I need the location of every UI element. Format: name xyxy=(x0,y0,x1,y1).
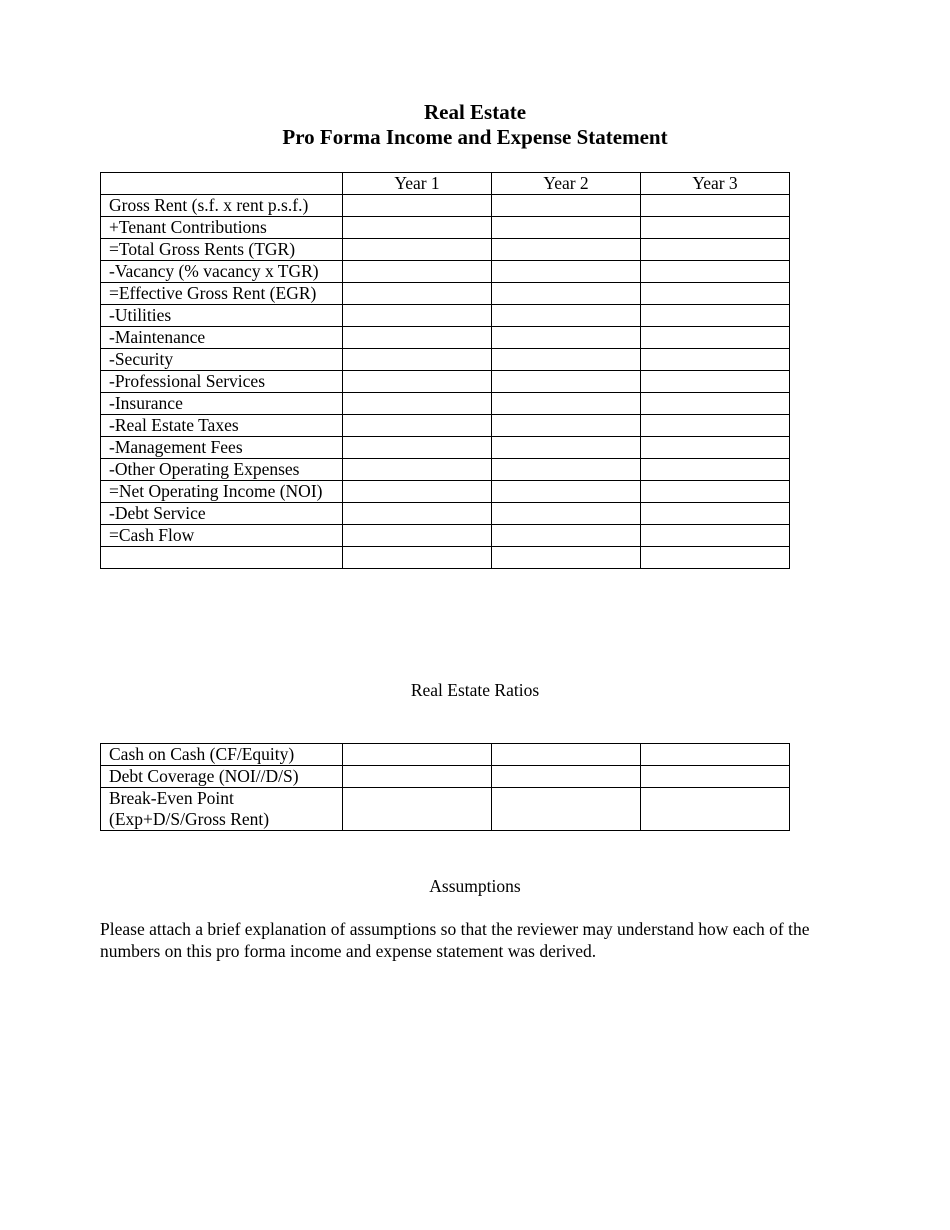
title-line-2: Pro Forma Income and Expense Statement xyxy=(282,125,668,149)
year-1-cell xyxy=(343,415,492,437)
table-row xyxy=(101,305,790,327)
year-3-cell xyxy=(641,503,790,525)
year-2-cell xyxy=(492,217,641,239)
ratios-heading: Real Estate Ratios xyxy=(410,680,540,700)
table-row xyxy=(101,481,790,503)
row-label: -Security xyxy=(101,349,343,371)
table-row xyxy=(101,327,790,349)
year-1-cell xyxy=(343,393,492,415)
table-row xyxy=(101,261,790,283)
ratio-row xyxy=(101,788,790,831)
year-2-cell xyxy=(492,547,641,569)
income-expense-table-body xyxy=(101,173,790,569)
header-cell-label xyxy=(101,173,343,195)
year-1-cell xyxy=(343,547,492,569)
row-label xyxy=(101,547,343,569)
year-3-cell xyxy=(641,547,790,569)
year-3-cell xyxy=(641,525,790,547)
row-label: -Debt Service xyxy=(101,503,343,525)
table-row xyxy=(101,525,790,547)
year-3-cell xyxy=(641,481,790,503)
year-1-cell xyxy=(343,503,492,525)
year-2-cell xyxy=(492,305,641,327)
table-row xyxy=(101,239,790,261)
year-2-cell xyxy=(492,349,641,371)
year-1-cell xyxy=(343,525,492,547)
year-3-cell xyxy=(641,459,790,481)
table-header-row xyxy=(101,173,790,195)
row-label: -Management Fees xyxy=(101,437,343,459)
row-label: -Professional Services xyxy=(101,371,343,393)
year-1-cell xyxy=(343,766,492,788)
row-label: +Tenant Contributions xyxy=(101,217,343,239)
year-1-cell xyxy=(343,261,492,283)
table-row xyxy=(101,393,790,415)
table-row xyxy=(101,503,790,525)
row-label: Break-Even Point (Exp+D/S/Gross Rent) xyxy=(101,788,343,831)
year-3-cell xyxy=(641,788,790,831)
table-row xyxy=(101,437,790,459)
year-3-cell xyxy=(641,393,790,415)
row-label: -Maintenance xyxy=(101,327,343,349)
year-2-cell xyxy=(492,503,641,525)
table-row xyxy=(101,283,790,305)
ratio-row xyxy=(101,766,790,788)
year-1-cell xyxy=(343,239,492,261)
income-expense-table xyxy=(100,172,790,569)
year-1-cell xyxy=(343,459,492,481)
title-line-1: Real Estate xyxy=(423,100,527,124)
year-3-cell xyxy=(641,437,790,459)
year-2-cell xyxy=(492,437,641,459)
year-2-cell xyxy=(492,261,641,283)
assumptions-paragraph: Please attach a brief explanation of assumptions so that the reviewer may understand how each of the numbers on this pro forma income and expense statement was derived. xyxy=(100,919,810,961)
year-3-cell xyxy=(641,744,790,766)
year-2-cell xyxy=(492,481,641,503)
row-label: =Effective Gross Rent (EGR) xyxy=(101,283,343,305)
table-row xyxy=(101,415,790,437)
row-label: Cash on Cash (CF/Equity) xyxy=(101,744,343,766)
year-3-cell xyxy=(641,195,790,217)
year-3-cell xyxy=(641,217,790,239)
year-2-cell xyxy=(492,195,641,217)
assumptions-heading: Assumptions xyxy=(429,876,521,896)
year-2-cell xyxy=(492,415,641,437)
row-label: Debt Coverage (NOI//D/S) xyxy=(101,766,343,788)
year-3-cell xyxy=(641,305,790,327)
row-label: =Cash Flow xyxy=(101,525,343,547)
header-cell-year-1: Year 1 xyxy=(343,173,492,195)
year-2-cell xyxy=(492,283,641,305)
table-row xyxy=(101,371,790,393)
year-2-cell xyxy=(492,766,641,788)
row-label: =Total Gross Rents (TGR) xyxy=(101,239,343,261)
year-1-cell xyxy=(343,305,492,327)
table-row xyxy=(101,547,790,569)
table-row xyxy=(101,349,790,371)
table-row xyxy=(101,195,790,217)
year-3-cell xyxy=(641,327,790,349)
year-2-cell xyxy=(492,525,641,547)
year-1-cell xyxy=(343,437,492,459)
year-1-cell xyxy=(343,327,492,349)
row-label: -Other Operating Expenses xyxy=(101,459,343,481)
table-row xyxy=(101,459,790,481)
ratios-table xyxy=(100,743,790,831)
year-3-cell xyxy=(641,766,790,788)
year-1-cell xyxy=(343,349,492,371)
year-1-cell xyxy=(343,481,492,503)
year-3-cell xyxy=(641,415,790,437)
year-2-cell xyxy=(492,371,641,393)
header-cell-year-2: Year 2 xyxy=(492,173,641,195)
row-label: =Net Operating Income (NOI) xyxy=(101,481,343,503)
document-title xyxy=(0,100,950,150)
ratios-table-body xyxy=(101,744,790,831)
year-3-cell xyxy=(641,239,790,261)
year-2-cell xyxy=(492,393,641,415)
row-label: -Insurance xyxy=(101,393,343,415)
year-1-cell xyxy=(343,371,492,393)
year-3-cell xyxy=(641,283,790,305)
year-1-cell xyxy=(343,195,492,217)
row-label: -Utilities xyxy=(101,305,343,327)
year-1-cell xyxy=(343,744,492,766)
year-3-cell xyxy=(641,261,790,283)
year-2-cell xyxy=(492,327,641,349)
year-2-cell xyxy=(492,788,641,831)
year-2-cell xyxy=(492,239,641,261)
year-2-cell xyxy=(492,459,641,481)
header-cell-year-3: Year 3 xyxy=(641,173,790,195)
row-label: -Real Estate Taxes xyxy=(101,415,343,437)
year-2-cell xyxy=(492,744,641,766)
year-3-cell xyxy=(641,349,790,371)
year-1-cell xyxy=(343,283,492,305)
row-label: Gross Rent (s.f. x rent p.s.f.) xyxy=(101,195,343,217)
row-label: -Vacancy (% vacancy x TGR) xyxy=(101,261,343,283)
year-3-cell xyxy=(641,371,790,393)
year-1-cell xyxy=(343,788,492,831)
table-row xyxy=(101,217,790,239)
year-1-cell xyxy=(343,217,492,239)
ratio-row xyxy=(101,744,790,766)
